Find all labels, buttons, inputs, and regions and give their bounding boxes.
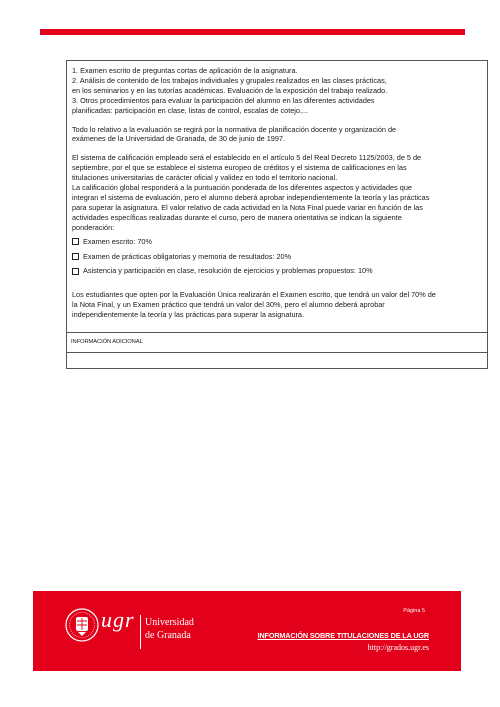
grados-url-link[interactable]: http://grados.ugr.es [367,643,429,652]
page-number: Página 5 [403,608,425,614]
checklist-label: Asistencia y participación en clase, resolución de ejercicios y problemas propuestos: 10% [83,266,373,276]
ugr-logo: ugr [101,607,135,632]
sistema-line: integran el sistema de evaluación, pero el alumno deberá aprobar independientemente la teoría y las prácticas [72,192,430,202]
sistema-line: La calificación global responderá a la puntuación ponderada de los diferentes aspectos y actividades que [72,183,412,193]
checkbox-icon [72,253,79,260]
university-name-line1: Universidad [145,617,194,628]
university-name [145,616,194,642]
eval-line: 2. Análisis de contenido de los trabajos individuales y grupales realizados en las clases prácticas, [72,75,387,85]
normativa-line: Todo lo relativo a la evaluación se regirá por la normativa de planificación docente y organización de [72,124,397,134]
university-seal-icon [65,608,99,642]
sistema-line: El sistema de calificación empleado será el establecido en el artículo 5 del Real Decreto 1125/2003, de 5 de [72,153,422,163]
checkbox-icon [72,268,79,275]
evaluacion-unica-line: independientemente la teoría y las prácticas para superar la asignatura. [72,310,305,320]
sistema-line: actividades específicas realizadas durante el curso, pero de manera orientativa se indican la siguiente [72,212,402,222]
sistema-line: ponderación: [72,222,115,232]
checklist-label: Examen escrito: 70% [83,236,152,246]
checklist-item [72,266,483,276]
content-table [66,60,488,369]
evaluacion-unica-line: la Nota Final, y un Examen práctico que tendrá un valor del 30%, pero el alumno deberá aprobar [72,300,385,310]
eval-line: 3. Otros procedimientos para evaluar la participación del alumno en las diferentes actividades [72,95,375,105]
eval-line: en los seminarios y en las tutorías académicas. Evaluación de la exposición del trabajo realizado. [72,85,388,95]
normativa-line: exámenes de la Universidad de Granada, de 30 de junio de 1997. [72,134,285,144]
sistema-line: titulaciones universitarias de carácter oficial y validez en todo el territorio nacional. [72,173,338,183]
checklist-item [72,237,483,247]
checkbox-icon [72,238,79,245]
sistema-line: para superar la asignatura. El valor relativo de cada actividad en la Nota Final puede variar en función de las [72,202,423,212]
additional-info-content [67,353,487,369]
logo-divider [140,615,141,649]
additional-info-heading: INFORMACIÓN ADICIONAL [67,333,487,353]
evaluacion-unica-line: Los estudiantes que opten por la Evaluación Única realizarán el Examen escrito, que tendrá un valor del 70% de [72,290,436,300]
eval-line: planificadas: participación en clase, listas de control, escalas de cotejo,... [72,105,309,115]
top-red-bar [40,29,465,35]
evaluation-section [67,61,487,333]
titulaciones-title: INFORMACIÓN SOBRE TITULACIONES DE LA UGR [257,631,429,640]
eval-line: 1. Examen escrito de preguntas cortas de aplicación de la asignatura. [72,66,298,75]
university-name-line2: de Granada [145,630,191,641]
sistema-line: septiembre, por el que se establece el sistema europeo de créditos y el sistema de calificaciones en las [72,163,407,173]
checklist-item [72,252,483,262]
checklist-label: Examen de prácticas obligatorias y memoria de resultados: 20% [83,251,292,261]
footer-banner [33,591,461,671]
